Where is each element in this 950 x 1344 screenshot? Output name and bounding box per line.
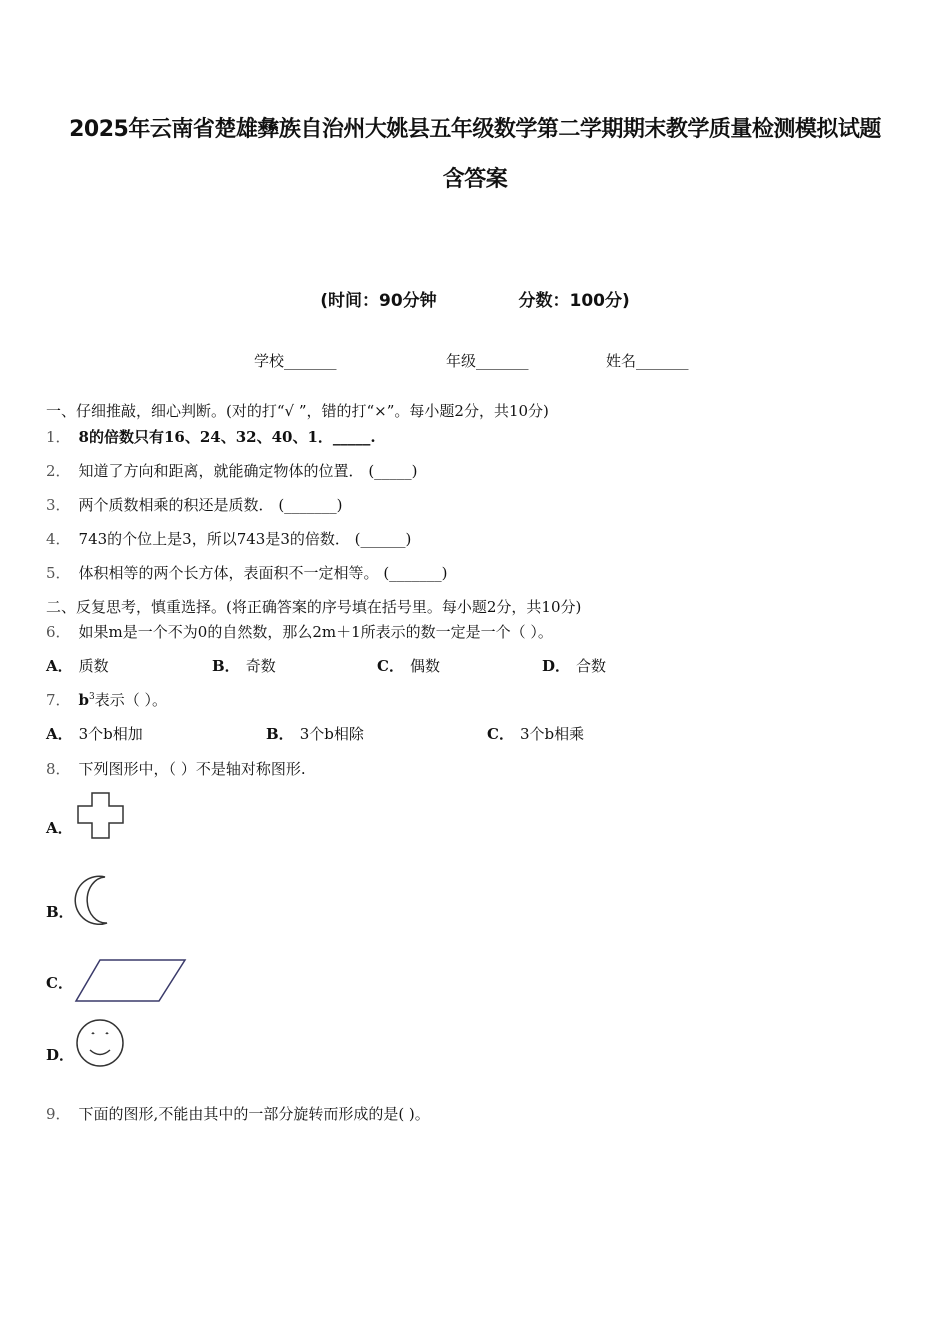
q7-option-b[interactable]: B． 3个b相除 bbox=[266, 725, 364, 743]
question-number: 8． bbox=[46, 760, 71, 778]
q6-option-c[interactable]: C． 偶数 bbox=[377, 657, 440, 675]
smiley-face-icon[interactable] bbox=[74, 1017, 126, 1069]
question-number: 6． bbox=[46, 623, 71, 641]
question-text: 743的个位上是3，所以743是3的倍数． (______) bbox=[78, 530, 412, 548]
grade-field[interactable]: 年级_______ bbox=[446, 352, 529, 370]
question-text: 下列图形中，（ ）不是轴对称图形. bbox=[78, 760, 306, 778]
parallelogram-icon[interactable] bbox=[74, 958, 188, 1004]
question-text: 下面的图形,不能由其中的一部分旋转而形成的是( )。 bbox=[78, 1105, 430, 1123]
school-field[interactable]: 学校_______ bbox=[254, 352, 337, 370]
q8-option-c-label[interactable]: C． bbox=[46, 974, 73, 992]
q6-option-b[interactable]: B． 奇数 bbox=[212, 657, 276, 675]
question-3 bbox=[46, 494, 343, 515]
crescent-moon-icon[interactable] bbox=[74, 874, 114, 926]
section-1-heading: 一、仔细推敲，细心判断。(对的打“√ ”，错的打“×”。每小题2分，共10分) bbox=[46, 402, 549, 420]
question-text: 知道了方向和距离，就能确定物体的位置． (_____) bbox=[78, 462, 418, 480]
question-8 bbox=[46, 758, 306, 779]
power-base: b bbox=[78, 691, 90, 709]
q8-option-a-label[interactable]: A． bbox=[46, 819, 73, 837]
q8-option-b-label[interactable]: B． bbox=[46, 903, 74, 921]
question-9 bbox=[46, 1103, 430, 1124]
q6-option-a[interactable]: A． 质数 bbox=[46, 657, 109, 675]
cross-shape-icon[interactable] bbox=[76, 791, 126, 841]
question-text: 8的倍数只有16、24、32、40、1．_____. bbox=[78, 428, 376, 446]
q6-option-d[interactable]: D． 合数 bbox=[542, 657, 607, 675]
section-2-heading: 二、反复思考，慎重选择。(将正确答案的序号填在括号里。每小题2分，共10分) bbox=[46, 598, 582, 616]
question-7 bbox=[46, 689, 167, 710]
q7-option-c[interactable]: C． 3个b相乘 bbox=[487, 725, 585, 743]
question-2 bbox=[46, 460, 418, 481]
exam-title-line1: 2025年云南省楚雄彝族自治州大姚县五年级数学第二学期期末教学质量检测模拟试题 bbox=[69, 117, 881, 142]
question-number: 1． bbox=[46, 428, 71, 446]
question-text: 表示（ ）。 bbox=[94, 691, 168, 709]
question-number: 3． bbox=[46, 496, 71, 514]
exam-title-line2: 含答案 bbox=[442, 167, 508, 192]
question-4 bbox=[46, 528, 411, 549]
question-number: 4． bbox=[46, 530, 71, 548]
question-number: 9． bbox=[46, 1105, 71, 1123]
name-field[interactable]: 姓名_______ bbox=[606, 352, 689, 370]
q8-option-d-label[interactable]: D． bbox=[46, 1046, 75, 1064]
exam-meta bbox=[0, 286, 950, 311]
question-6 bbox=[46, 621, 553, 642]
question-5 bbox=[46, 562, 448, 583]
question-number: 2． bbox=[46, 462, 71, 480]
q7-option-a[interactable]: A． 3个b相加 bbox=[46, 725, 143, 743]
question-number: 5． bbox=[46, 564, 71, 582]
total-score: 分数：100分) bbox=[518, 291, 630, 311]
power-exponent: 3 bbox=[89, 692, 95, 702]
question-text: 两个质数相乘的积还是质数． (_______) bbox=[78, 496, 343, 514]
time-limit: (时间：90分钟 bbox=[320, 291, 437, 311]
question-1 bbox=[46, 426, 376, 447]
question-text: 体积相等的两个长方体，表面积不一定相等。 (_______) bbox=[78, 564, 448, 582]
question-number: 7． bbox=[46, 691, 71, 709]
question-text: 如果m是一个不为0的自然数，那么2m＋1所表示的数一定是一个（ ）。 bbox=[78, 623, 553, 641]
